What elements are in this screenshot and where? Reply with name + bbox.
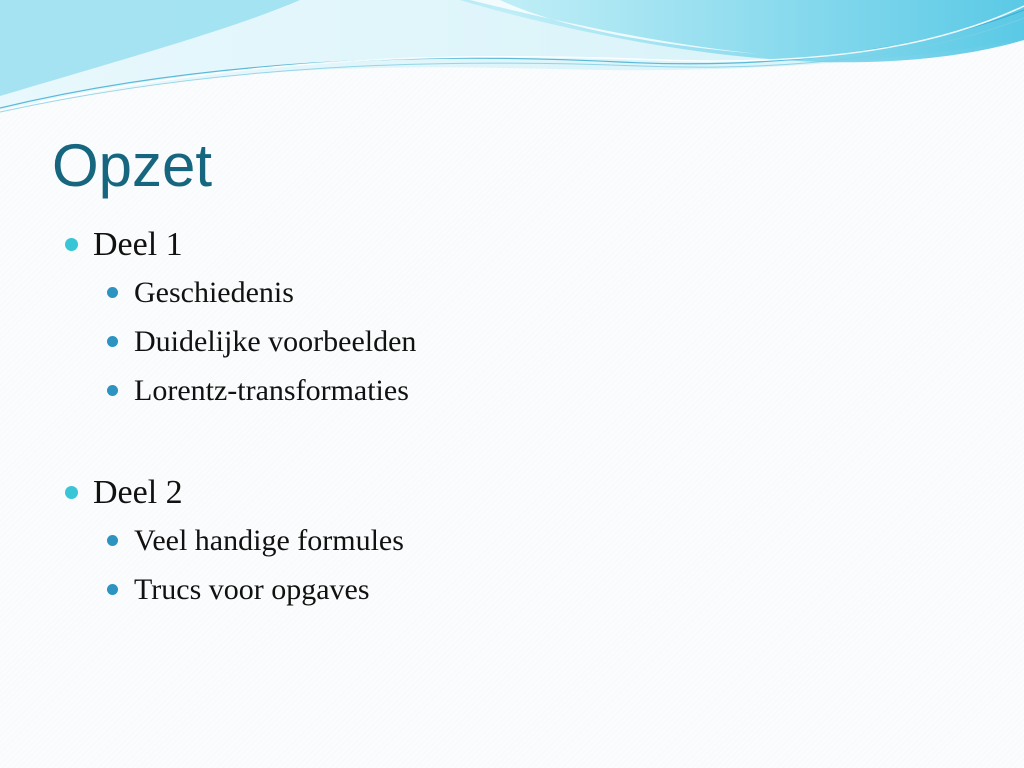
bullet-dot-icon <box>107 535 118 546</box>
section-heading: Deel 1 <box>93 226 183 263</box>
bullet-list <box>62 222 962 614</box>
list-item-deel-2 <box>62 470 962 516</box>
list-item <box>62 516 962 565</box>
bullet-dot-icon <box>107 287 118 298</box>
list-item-label: Veel handige formules <box>134 524 404 557</box>
bullet-dot-icon <box>65 486 78 499</box>
slide-title: Opzet <box>52 132 213 199</box>
section-spacer <box>62 415 962 470</box>
bullet-dot-icon <box>107 385 118 396</box>
bullet-dot-icon <box>107 336 118 347</box>
header-wave-decoration <box>0 0 1024 120</box>
list-item <box>62 317 962 366</box>
bullet-dot-icon <box>107 584 118 595</box>
section-heading: Deel 2 <box>93 474 183 511</box>
list-item-label: Duidelijke voorbeelden <box>134 325 417 358</box>
list-item-deel-1 <box>62 222 962 268</box>
bullet-dot-icon <box>65 238 78 251</box>
list-item-label: Trucs voor opgaves <box>134 573 370 606</box>
list-item <box>62 366 962 415</box>
list-item-label: Lorentz-transformaties <box>134 374 409 407</box>
list-item <box>62 268 962 317</box>
list-item-label: Geschiedenis <box>134 276 294 309</box>
list-item <box>62 565 962 614</box>
